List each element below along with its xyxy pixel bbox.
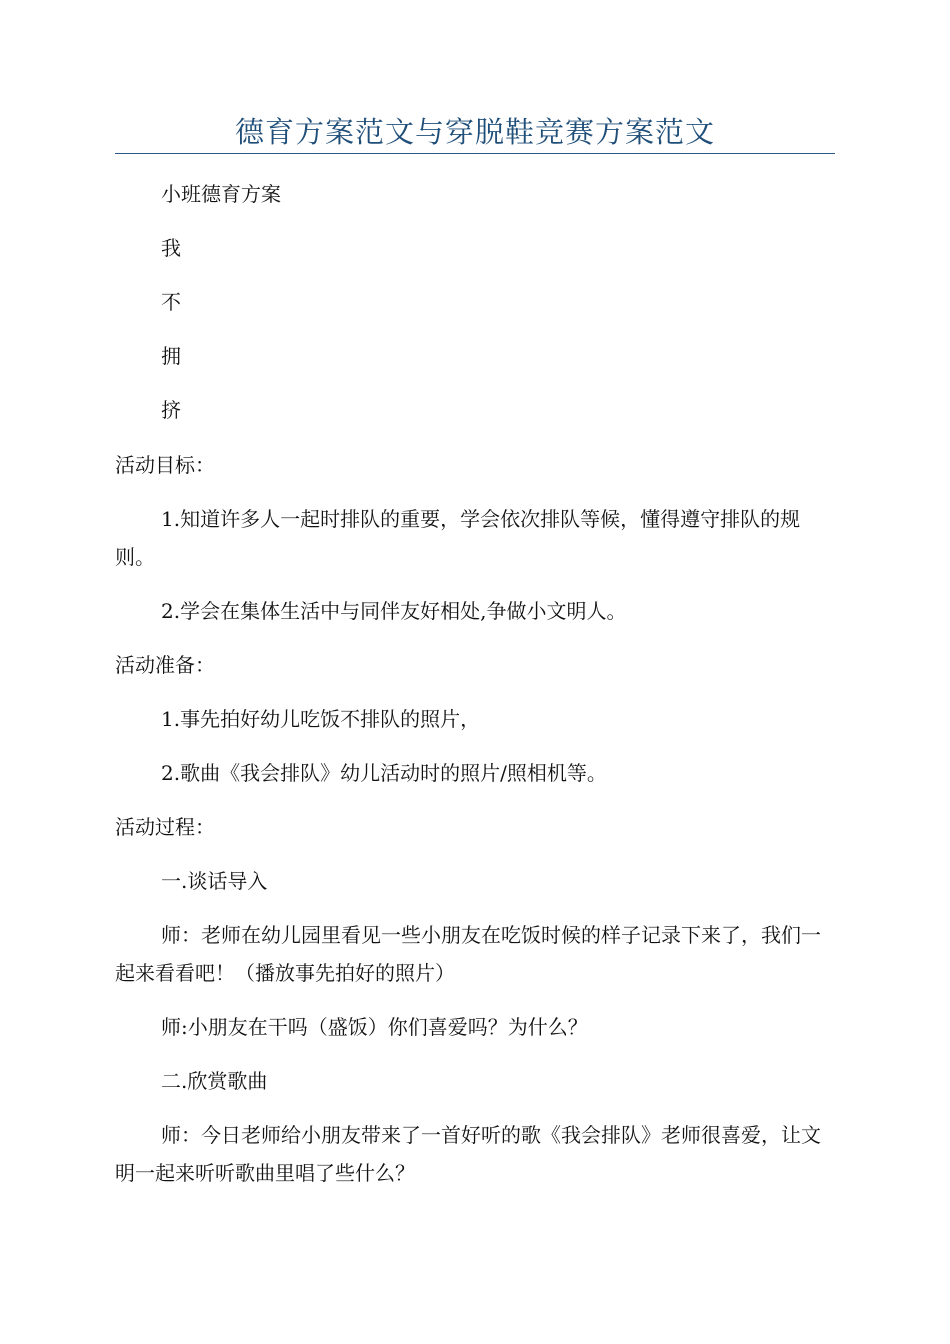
heading-activity-preparation: 活动准备：	[115, 653, 215, 677]
vertical-title-char-4: 挤	[161, 398, 181, 422]
section-heading-class-plan: 小班德育方案	[161, 182, 281, 206]
vertical-title-char-1: 我	[161, 236, 181, 260]
heading-activity-process: 活动过程：	[115, 815, 215, 839]
process-step-1-heading: 一.谈话导入	[161, 869, 268, 893]
goal-item-1: 1.知道许多人一起时排队的重要，学会依次排队等候，懂得遵守排队的规则。	[115, 507, 801, 569]
teacher-dialogue-1: 师：老师在幼儿园里看见一些小朋友在吃饭时候的样子记录下来了，我们一起来看看吧！（播放事先拍好的照片）	[115, 923, 821, 985]
teacher-dialogue-3: 师：今日老师给小朋友带来了一首好听的歌《我会排队》老师很喜爱，让文明一起来听听歌曲里唱了些什么？	[115, 1123, 821, 1185]
process-step-2-heading: 二.欣赏歌曲	[161, 1069, 268, 1093]
document-title: 德育方案范文与穿脱鞋竞赛方案范文	[234, 115, 715, 149]
vertical-title-char-3: 拥	[161, 344, 181, 368]
heading-activity-goals: 活动目标：	[115, 453, 215, 477]
teacher-dialogue-2: 师:小朋友在干吗（盛饭）你们喜爱吗？为什么？	[161, 1015, 588, 1039]
goal-item-2: 2.学会在集体生活中与同伴友好相处,争做小文明人。	[161, 599, 627, 623]
preparation-item-2: 2.歌曲《我会排队》幼儿活动时的照片/照相机等。	[161, 761, 607, 785]
vertical-title-char-2: 不	[161, 290, 181, 314]
preparation-item-1: 1.事先拍好幼儿吃饭不排队的照片，	[161, 707, 481, 731]
title-underline	[115, 153, 835, 154]
